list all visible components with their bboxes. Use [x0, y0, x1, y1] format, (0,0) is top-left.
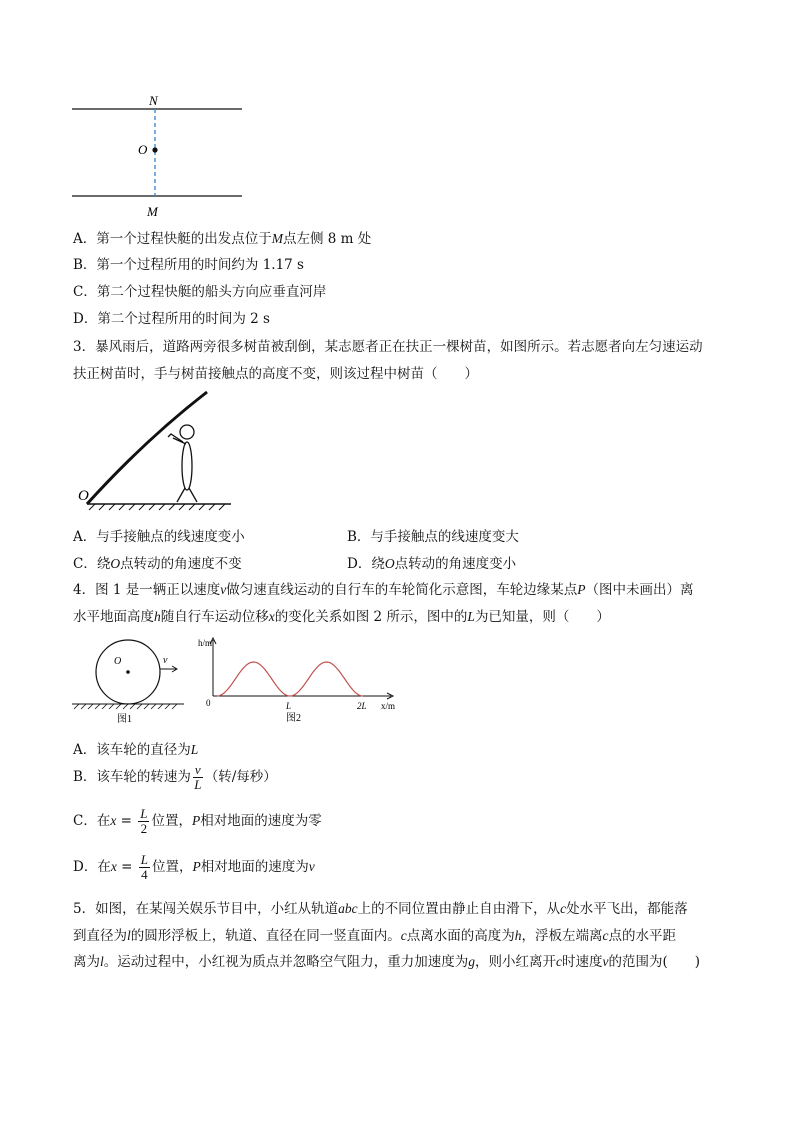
wheel-figure	[72, 634, 190, 726]
q4-c-mid: 位置，	[151, 813, 192, 829]
q4-b-den: L	[194, 777, 202, 792]
q4-l2-h: h	[154, 609, 161, 624]
q4-option-b	[73, 763, 277, 792]
q4-c-x: x	[110, 813, 117, 828]
q5-l3-l: l	[100, 954, 104, 969]
q4-l2-post: 为已知量，则（ ）	[474, 609, 610, 625]
q3-c-post: 点转动的角速度不变	[120, 556, 242, 572]
point-O	[152, 147, 157, 152]
tree-figure	[75, 388, 245, 513]
ground-hatch	[89, 504, 225, 510]
q3-d-pre: D．绕	[347, 556, 385, 572]
q5-l3-pre: 离为	[73, 954, 100, 970]
q4-d-v: v	[308, 859, 315, 874]
q3-stem-line2: 扶正树苗时，手与树苗接触点的高度不变，则该过程中树苗（ ）	[73, 366, 478, 382]
q4-b-post: （转/每秒）	[204, 769, 277, 785]
label-O: O	[138, 142, 148, 157]
q5-l1-abc: abc	[338, 901, 358, 916]
q3-option-d	[347, 552, 516, 572]
q4-c-frac	[138, 807, 149, 836]
q5-l2-c: c	[400, 928, 407, 943]
q5-l1-pre: 5．如图，在某闯关娱乐节目中，小红从轨道	[73, 901, 339, 917]
q5-l2-pre: 到直径为	[73, 928, 127, 944]
caption-fig2: 图2	[286, 713, 301, 724]
q3-c-pre: C．绕	[73, 556, 111, 572]
q5-stem-line2	[73, 924, 676, 944]
q4-d-frac	[139, 853, 150, 882]
q5-l2-l: l	[127, 928, 131, 943]
q5-l2-mid: 的圆形浮板上，轨道、直径在同一竖直面内。	[130, 928, 401, 944]
q4-c-num: L	[140, 806, 148, 821]
h-x-graph	[195, 632, 410, 728]
q4-b-num: v	[194, 762, 201, 777]
label-M: M	[147, 204, 158, 219]
graph-ylabel: h/m	[198, 638, 213, 648]
q5-stem-line3	[73, 950, 700, 970]
q5-l3-mid3: 时速度	[562, 954, 603, 970]
q4-l1-v: v	[220, 582, 227, 597]
q5-l2-post: 点的水平距	[608, 928, 677, 944]
q2-option-a-var: M	[271, 231, 283, 246]
q2-option-a-text: A．第一个过程快艇的出发点位于	[73, 231, 272, 247]
q4-l1-P: P	[577, 582, 586, 597]
q4-l2-mid: 随自行车运动位移	[160, 609, 269, 625]
volunteer-figure	[168, 425, 197, 502]
q4-d-eq: =	[116, 859, 137, 875]
q2-option-d: D．第二个过程所用的时间为 2 s	[73, 311, 270, 327]
q4-b-frac	[193, 763, 203, 792]
q3-c-var: O	[110, 556, 121, 571]
q2-option-c: C．第二个过程快艇的船头方向应垂直河岸	[73, 284, 327, 300]
q4-a-var: L	[190, 742, 199, 757]
graph-xlabel: x/m	[381, 701, 396, 711]
q5-l1-c: c	[560, 901, 567, 916]
q4-c-pre: C．在	[73, 813, 111, 829]
wheel-center	[126, 670, 130, 674]
q4-l2-L: L	[467, 609, 475, 624]
q5-l3-v: v	[602, 954, 609, 969]
q4-d-pre: D．在	[73, 859, 111, 875]
q4-d-mid: 位置，	[151, 859, 193, 875]
q4-d-post: 相对地面的速度为	[200, 859, 309, 875]
q5-stem-line1	[73, 897, 688, 917]
q4-l2-pre: 水平地面高度	[73, 609, 154, 625]
label-N: N	[149, 93, 158, 108]
q4-l1-post: （图中未画出）离	[585, 582, 694, 598]
q3-d-var: O	[384, 556, 395, 571]
q3-option-a: A．与手接触点的线速度变小	[73, 529, 245, 545]
q4-d-den: 4	[141, 867, 148, 882]
q5-l2-mid3: ，浮板左端离	[521, 928, 603, 944]
q2-option-a-rest: 点左侧 8 m 处	[283, 231, 372, 247]
q5-l3-mid2: ，则小红离开	[475, 954, 557, 970]
q5-l2-mid2: 点离水面的高度为	[406, 928, 515, 944]
q4-d-P: P	[192, 859, 201, 874]
q3-stem-line1: 3．暴风雨后，道路两旁很多树苗被刮倒，某志愿者正在扶正一棵树苗，如图所示。若志愿者向左匀速运动	[73, 339, 703, 355]
q4-d-num: L	[140, 852, 148, 867]
q5-l3-mid: 。运动过程中，小红视为质点并忽略空气阻力，重力加速度为	[103, 954, 469, 970]
q4-c-post: 相对地面的速度为零	[200, 813, 322, 829]
q4-d-x: x	[110, 859, 117, 874]
q4-l2-mid2: 的变化关系如图 2 所示，图中的	[274, 609, 468, 625]
height-curve	[217, 662, 363, 696]
q4-l1-mid: 做匀速直线运动的自行车的车轮简化示意图，车轮边缘某点	[226, 582, 578, 598]
q4-c-P: P	[191, 813, 201, 828]
q4-stem-line1	[73, 578, 694, 598]
q4-l2-x: x	[268, 609, 275, 624]
q4-c-den: 2	[140, 821, 148, 836]
q3-d-post: 点转动的角速度变小	[394, 556, 517, 572]
label-O-tree: O	[78, 488, 89, 504]
q4-stem-line2	[73, 605, 610, 625]
q4-c-eq: =	[116, 813, 137, 829]
q5-l2-c2: c	[602, 928, 609, 943]
graph-origin: 0	[206, 698, 211, 708]
label-v-wheel: v	[163, 655, 168, 666]
q2-option-a	[73, 227, 371, 247]
label-O-wheel: O	[114, 656, 122, 667]
river-figure	[70, 92, 250, 222]
graph-tick-2L: 2L	[357, 701, 367, 711]
graph-tick-L: L	[286, 701, 292, 711]
q5-l3-g: g	[468, 954, 476, 969]
q4-option-a	[73, 738, 198, 758]
q5-l3-post: 的范围为( )	[608, 954, 701, 970]
q4-b-pre: B．该车轮的转速为	[73, 769, 191, 785]
q4-option-d	[73, 853, 315, 882]
q5-l2-h: h	[514, 928, 522, 943]
caption-fig1: 图1	[117, 714, 132, 725]
q5-l1-mid: 上的不同位置由静止自由滑下，从	[357, 901, 561, 917]
q3-option-b: B．与手接触点的线速度变大	[347, 529, 519, 545]
q5-l3-c: c	[556, 954, 563, 969]
q4-a-pre: A．该车轮的直径为	[73, 742, 191, 758]
q2-option-b: B．第一个过程所用的时间约为 1.17 s	[73, 257, 304, 273]
q5-l1-post: 处水平飞出，都能落	[566, 901, 688, 917]
q3-option-c	[73, 552, 242, 572]
q4-option-c	[73, 807, 322, 836]
q4-l1-pre: 4．图 1 是一辆正以速度	[73, 582, 221, 598]
